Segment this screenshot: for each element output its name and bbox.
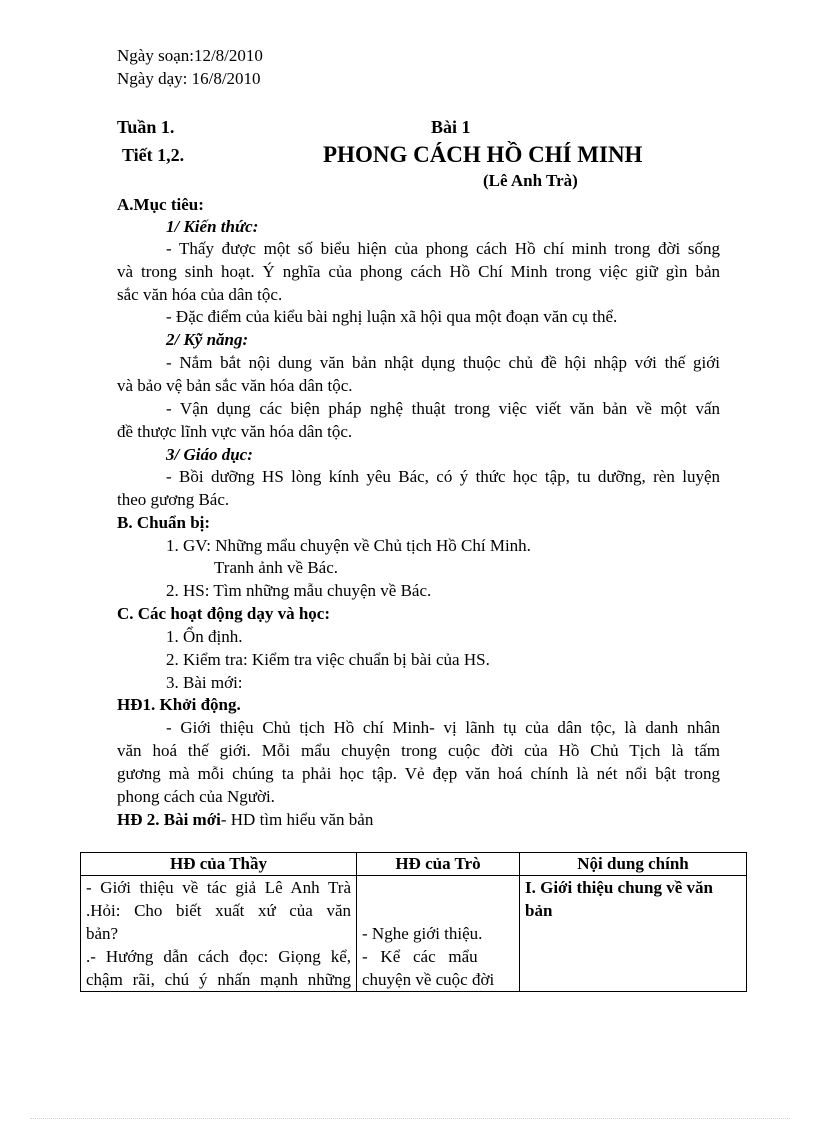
teacher-line: bản?: [86, 924, 119, 943]
hd1-line: phong cách của Người.: [117, 787, 275, 806]
page-bottom-divider: [30, 1118, 790, 1119]
student-line: chuyện về cuộc đời: [362, 970, 495, 989]
teacher-line: chậm rãi, chú ý nhấn mạnh những: [86, 970, 351, 989]
hd1-line: văn hoá thế giới. Mỗi mẩu chuyện trong cuộc đời của Hồ Chủ Tịch là tấm: [117, 741, 720, 760]
preparation-line: Tranh ảnh về Bác.: [214, 558, 339, 577]
education-line: theo gương Bác.: [117, 490, 230, 509]
prep-date: Ngày soạn:12/8/2010: [117, 46, 263, 65]
teach-date: Ngày dạy: 16/8/2010: [117, 69, 261, 88]
skills-line: - Vận dụng các biện pháp nghệ thuật trong việc viết văn bản về một vấn: [166, 399, 720, 418]
activity-step: 3. Bài mới:: [166, 673, 243, 692]
period-label: Tiết 1,2.: [122, 145, 185, 165]
skills-line: và bảo vệ bản sắc văn hóa dân tộc.: [117, 376, 353, 395]
student-line: [362, 876, 514, 899]
student-column-header: HĐ của Trò: [357, 853, 520, 876]
objectives-heading: A.Mục tiêu:: [117, 195, 204, 214]
lesson-activity-table: [80, 852, 747, 992]
hd2-line: [117, 809, 373, 831]
knowledge-line: - Thấy được một số biểu hiện của phong cách Hồ chí minh trong đời sống: [166, 239, 720, 258]
content-line: bản: [525, 901, 553, 920]
week-label: Tuần 1.: [117, 117, 175, 137]
knowledge-line: sắc văn hóa của dân tộc.: [117, 285, 283, 304]
teacher-column-header: HĐ của Thầy: [81, 853, 357, 876]
content-line: I. Giới thiệu chung về văn: [525, 878, 713, 897]
student-activity-cell: [357, 876, 520, 992]
knowledge-line: - Đặc điểm của kiểu bài nghị luận xã hội qua một đoạn văn cụ thể.: [166, 307, 618, 326]
author-credit: (Lê Anh Trà): [483, 171, 578, 190]
preparation-line: 1. GV: Những mẩu chuyện về Chủ tịch Hồ Chí Minh.: [166, 536, 531, 555]
knowledge-heading: 1/ Kiến thức:: [166, 217, 259, 236]
student-line: - Kể các mẩu: [362, 947, 478, 966]
activity-step: 2. Kiểm tra: Kiểm tra việc chuẩn bị bài của HS.: [166, 650, 490, 669]
teacher-line: .Hỏi: Cho biết xuất xứ của văn: [86, 901, 351, 920]
teacher-line: .- Hướng dẫn cách đọc: Giọng kể,: [86, 947, 351, 966]
activity-step: 1. Ổn định.: [166, 627, 243, 646]
skills-heading: 2/ Kỹ năng:: [166, 330, 249, 349]
teacher-activity-cell: [81, 876, 357, 992]
table-header-row: [81, 853, 747, 876]
hd1-line: - Giới thiệu Chủ tịch Hồ chí Minh- vị lãnh tụ của dân tộc, là danh nhân: [166, 718, 720, 737]
education-heading: 3/ Giáo dục:: [166, 445, 253, 464]
content-column-header: Nội dung chính: [520, 853, 747, 876]
student-line: [362, 899, 514, 922]
activities-heading: C. Các hoạt động dạy và học:: [117, 604, 330, 623]
skills-line: - Nắm bắt nội dung văn bản nhật dụng thuộc chủ đề hội nhập với thế giới: [166, 353, 720, 372]
preparation-line: 2. HS: Tìm những mẫu chuyện về Bác.: [166, 581, 432, 600]
hd2-text: - HD tìm hiểu văn bản: [220, 810, 374, 829]
education-line: - Bồi dưỡng HS lòng kính yêu Bác, có ý thức học tập, tu dưỡng, rèn luyện: [166, 467, 720, 486]
preparation-heading: B. Chuẩn bị:: [117, 513, 211, 532]
hd1-heading: HĐ1. Khởi động.: [117, 695, 241, 714]
table-row: [81, 876, 747, 992]
student-line: - Nghe giới thiệu.: [362, 924, 483, 943]
skills-line: đề thược lĩnh vực văn hóa dân tộc.: [117, 422, 353, 441]
teacher-line: - Giới thiệu về tác giả Lê Anh Trà: [86, 878, 351, 897]
knowledge-line: và trong sinh hoạt. Ý nghĩa của phong cách Hồ Chí Minh trong việc giữ gìn bản: [117, 262, 720, 281]
hd1-line: gương mà mỗi chúng ta phải học tập. Vẻ đẹp văn hoá chính là nét nổi bật trong: [117, 764, 720, 783]
main-content-cell: [520, 876, 747, 992]
hd2-heading: HĐ 2. Bài mới: [117, 810, 221, 829]
page-title: PHONG CÁCH HỒ CHÍ MINH: [323, 142, 643, 167]
lesson-number: Bài 1: [431, 117, 471, 137]
